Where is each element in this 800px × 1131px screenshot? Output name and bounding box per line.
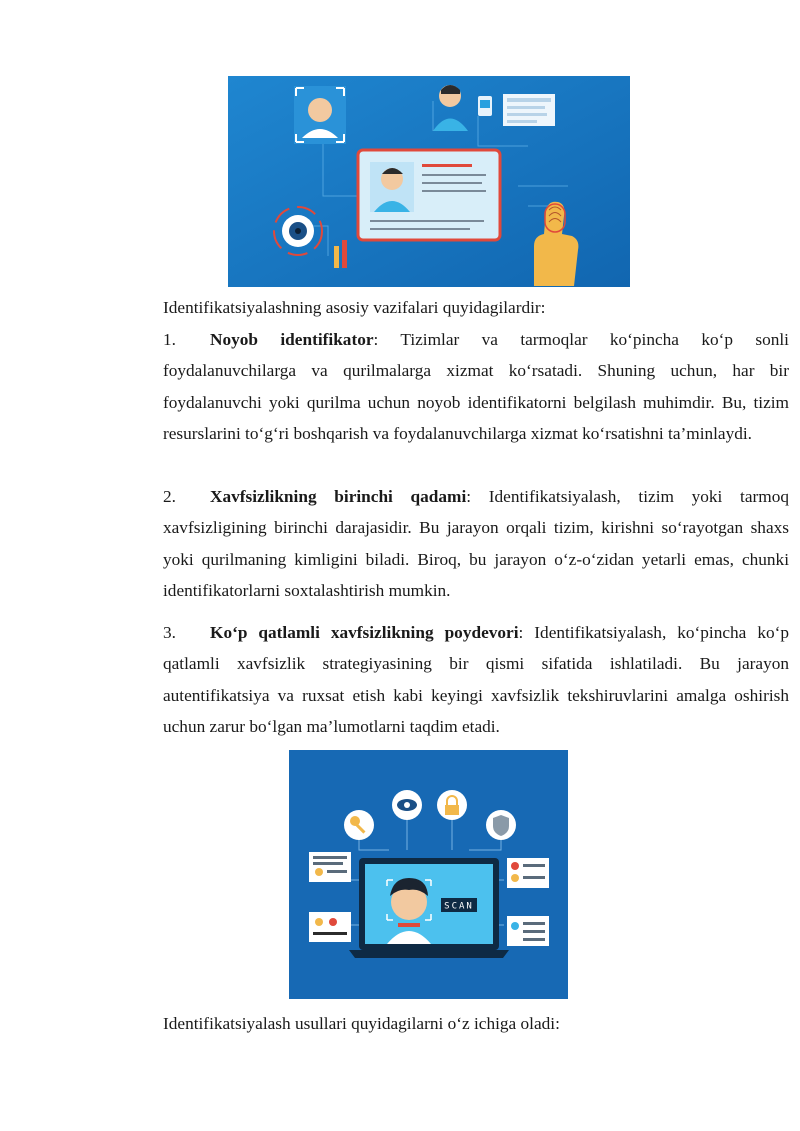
list-item (115, 324, 789, 449)
intro-text: Identifikatsiyalashning asosiy vazifalari quyidagilardir: (163, 298, 546, 317)
eye-icon (392, 790, 422, 820)
face-scan-illustration (289, 750, 568, 999)
lock-icon (437, 790, 467, 820)
laptop-icon (349, 858, 509, 958)
key-icon (344, 810, 374, 840)
item-number: 1. (163, 330, 176, 349)
item-text: : Identifikatsiyalash, tizim yoki tarmoq xavfsizligining birinchi darajasidir. Bu jarayon orqali tizim, kirishni so‘rayotgan shaxs yoki qurilmaning kimligini biladi. Biroq, bu jarayon o‘z-o‘zidan yetarli emas, chunki identifikatorlarni soxtalashtirish mumkin. (163, 487, 789, 600)
outro-text: Identifikatsiyalash usullari quyidagilarni o‘z ichiga oladi: (163, 1014, 560, 1033)
scan-label: SCAN (444, 901, 474, 912)
list-item (115, 617, 789, 742)
item-title: Xavfsizlikning birinchi qadami (210, 487, 467, 506)
list-item (115, 481, 789, 606)
item-title: Noyob identifikator (210, 330, 374, 349)
item-title: Ko‘p qatlamli xavfsizlikning poydevori (210, 623, 519, 642)
item-text: : Identifikatsiyalash, ko‘pincha ko‘p qatlamli xavfsizlik strategiyasining bir qismi sifatida ishlatiladi. Bu jarayon autentifikatsiya va ruxsat etish kabi keyingi xavfsizlik tekshiruvlarini amalga oshirish uchun zarur bo‘lgan ma’lumotlarni taqdim etadi. (163, 623, 789, 736)
item-number: 3. (163, 623, 176, 642)
shield-icon (486, 810, 516, 840)
item-text: : Tizimlar va tarmoqlar ko‘pincha ko‘p sonli foydalanuvchilarga va qurilmalarga xizmat ko‘rsatadi. Shuning uchun, har bir foydalanuvchi yoki qurilma uchun noyob identifikatorni belgilash muhimdir. Bu, tizim resurslarini to‘g‘ri boshqarish va foydalanuvchilarga xizmat ko‘rsatishni ta’minlaydi. (163, 330, 789, 443)
identity-illustration (228, 76, 630, 287)
item-number: 2. (163, 487, 176, 506)
